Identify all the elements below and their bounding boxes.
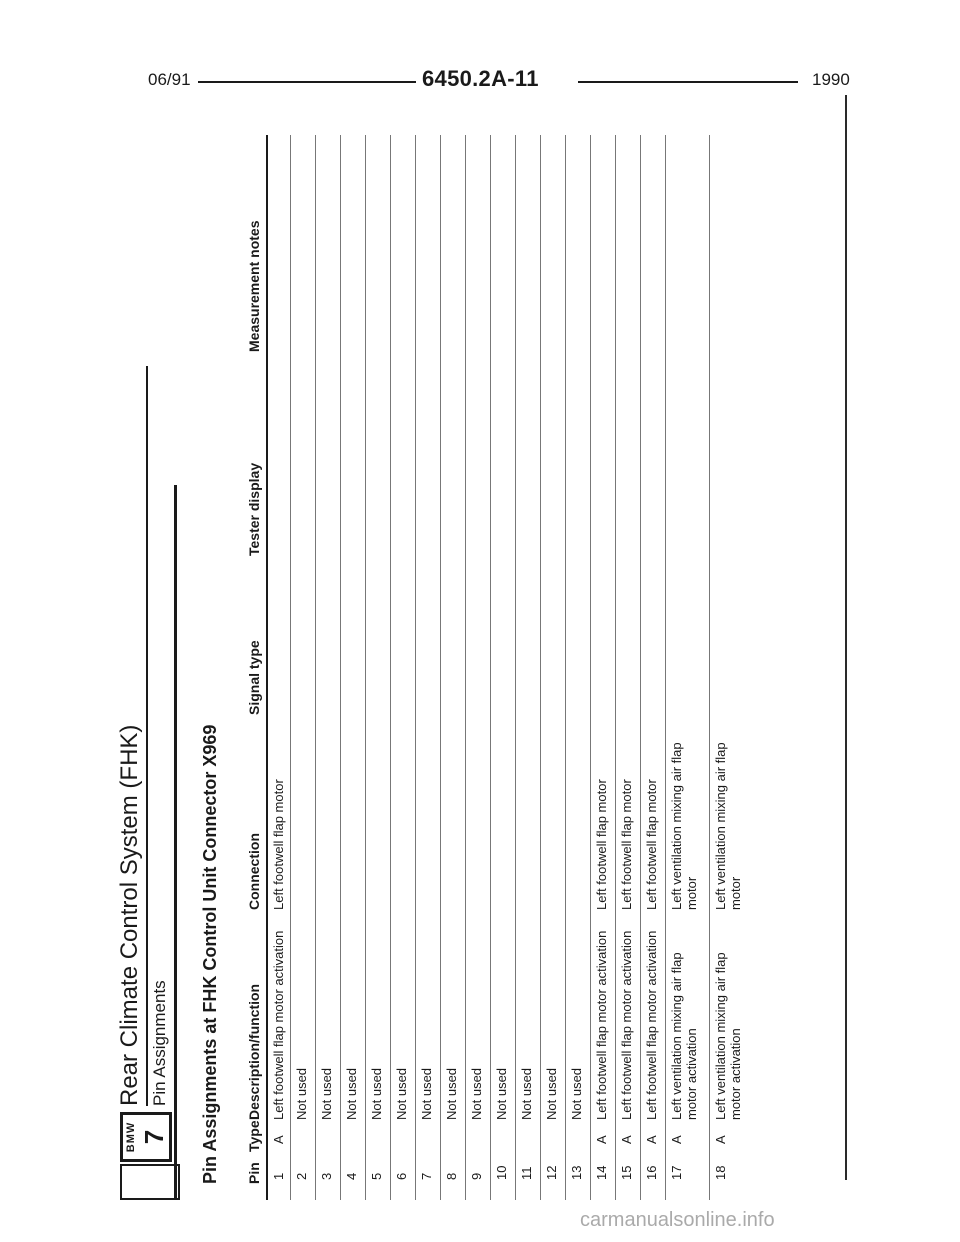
header-rule-left (198, 81, 416, 83)
pin-cell: 2 (294, 1172, 309, 1180)
logo-rule (174, 485, 177, 1200)
table-row (416, 135, 441, 1200)
header-date: 06/91 (148, 70, 191, 89)
title-rule (146, 366, 148, 1106)
type-cell: A (619, 1135, 634, 1144)
description-cell: Left footwell flap motor activation (619, 930, 634, 1120)
pin-cell: 1 (271, 1172, 286, 1180)
table-row (366, 135, 391, 1200)
table-row (291, 135, 316, 1200)
description-cell: Not used (494, 1067, 509, 1120)
table-row (466, 135, 491, 1200)
table-row (541, 135, 566, 1200)
type-cell: A (669, 1135, 684, 1144)
description-cell: Not used (469, 1067, 484, 1120)
document-code: 6450.2A-11 (422, 66, 539, 91)
header-measurement-notes: Measurement notes (246, 220, 262, 352)
pin-cell: 12 (544, 1165, 559, 1180)
description-cell: Not used (394, 1067, 409, 1120)
watermark: carmanualsonline.info (580, 1209, 775, 1231)
page-title: Rear Climate Control System (FHK) (116, 724, 143, 1106)
logo-brand: BMW (125, 1121, 137, 1153)
pin-cell: 10 (494, 1165, 509, 1180)
connection-cell: Left footwell flap motor (619, 779, 634, 910)
connection-cell: Left ventilation mixing air flap motor (669, 742, 699, 910)
table-row (641, 135, 666, 1200)
description-cell: Not used (344, 1067, 359, 1120)
table-row (516, 135, 541, 1200)
pin-cell: 14 (594, 1165, 609, 1180)
header-rule-right (578, 81, 798, 83)
connection-cell: Left ventilation mixing air flap motor (713, 742, 743, 910)
pin-cell: 8 (444, 1172, 459, 1180)
header-tester-display: Tester display (246, 462, 262, 556)
description-cell: Not used (444, 1067, 459, 1120)
pin-cell: 18 (713, 1165, 728, 1180)
description-cell: Not used (369, 1067, 384, 1120)
pin-cell: 13 (569, 1165, 584, 1180)
table-row (616, 135, 641, 1200)
table-row (710, 135, 753, 1200)
description-cell: Not used (319, 1067, 334, 1120)
description-cell: Not used (419, 1067, 434, 1120)
pin-cell: 11 (519, 1166, 534, 1180)
logo-series: 7 (139, 1129, 169, 1145)
pin-cell: 4 (344, 1172, 359, 1180)
description-cell: Not used (519, 1067, 534, 1120)
description-cell: Not used (569, 1067, 584, 1120)
connection-cell: Left footwell flap motor (644, 779, 659, 910)
header-year: 1990 (812, 70, 850, 89)
connection-cell: Left footwell flap motor (594, 779, 609, 910)
type-cell: A (594, 1135, 609, 1144)
page-subtitle: Pin Assignments (150, 980, 169, 1106)
header-description: Description/function (246, 983, 262, 1120)
table-row (566, 135, 591, 1200)
type-cell: A (271, 1135, 286, 1144)
table-row (591, 135, 616, 1200)
header-type: Type (246, 1120, 262, 1152)
type-cell: A (644, 1135, 659, 1144)
table-row (266, 135, 291, 1200)
pin-assignment-table (266, 135, 753, 1200)
rotated-page-content (0, 120, 960, 1200)
connection-cell: Left footwell flap motor (271, 779, 286, 910)
pin-cell: 16 (644, 1165, 659, 1180)
table-row (341, 135, 366, 1200)
table-row (391, 135, 416, 1200)
pin-cell: 7 (419, 1172, 434, 1180)
pin-cell: 9 (469, 1172, 484, 1180)
pin-cell: 6 (394, 1172, 409, 1180)
description-cell: Left ventilation mixing air flap motor activation (669, 952, 699, 1120)
header-signal-type: Signal type (246, 640, 262, 715)
description-cell: Left ventilation mixing air flap motor activation (713, 952, 743, 1120)
description-cell: Left footwell flap motor activation (594, 930, 609, 1120)
table-row (491, 135, 516, 1200)
table-row (441, 135, 466, 1200)
pin-cell: 17 (669, 1165, 684, 1180)
description-cell: Not used (544, 1067, 559, 1120)
header-connection: Connection (246, 833, 262, 910)
pin-cell: 5 (369, 1172, 384, 1180)
description-cell: Left footwell flap motor activation (271, 930, 286, 1120)
bmw-series-logo (120, 1112, 172, 1162)
type-cell: A (713, 1135, 728, 1144)
pin-cell: 15 (619, 1165, 634, 1180)
section-title: Pin Assignments at FHK Control Unit Connector X969 (200, 724, 220, 1184)
description-cell: Not used (294, 1067, 309, 1120)
description-cell: Left footwell flap motor activation (644, 930, 659, 1120)
table-row (666, 135, 710, 1200)
header-pin: Pin (246, 1162, 262, 1184)
logo-frame (120, 1164, 180, 1200)
table-row (316, 135, 341, 1200)
pin-cell: 3 (319, 1172, 334, 1180)
